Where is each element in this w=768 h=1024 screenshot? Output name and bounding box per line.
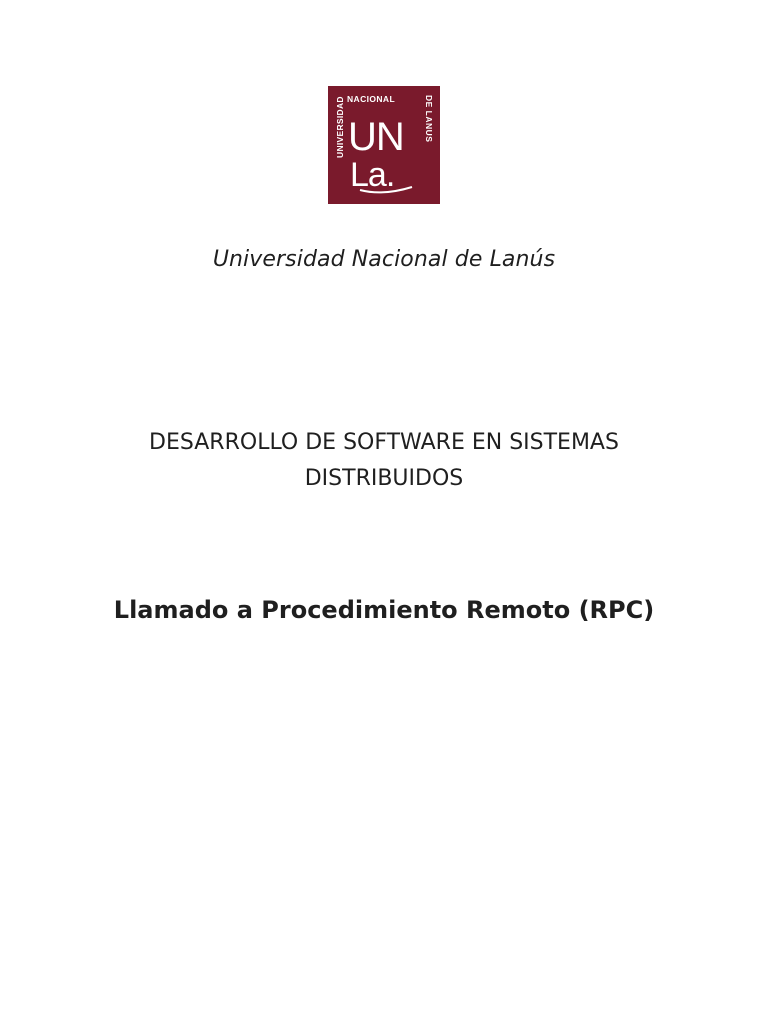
logo-text-nacional: NACIONAL (347, 94, 396, 104)
course-title-line-1: DESARROLLO DE SOFTWARE EN SISTEMAS (149, 430, 619, 455)
logo-text-universidad: UNIVERSIDAD (335, 96, 345, 158)
logo-initials-la: La. (350, 156, 395, 194)
document-title: Llamado a Procedimiento Remoto (RPC) (113, 596, 655, 624)
logo-initials-un: UN (348, 115, 404, 159)
unla-logo-graphic (328, 86, 440, 204)
course-title-line-2: DISTRIBUIDOS (304, 466, 464, 491)
university-logo (328, 86, 440, 204)
course-title (100, 425, 668, 497)
university-name: Universidad Nacional de Lanús (212, 247, 556, 272)
logo-text-de-lanus: DE LANUS (424, 95, 434, 143)
